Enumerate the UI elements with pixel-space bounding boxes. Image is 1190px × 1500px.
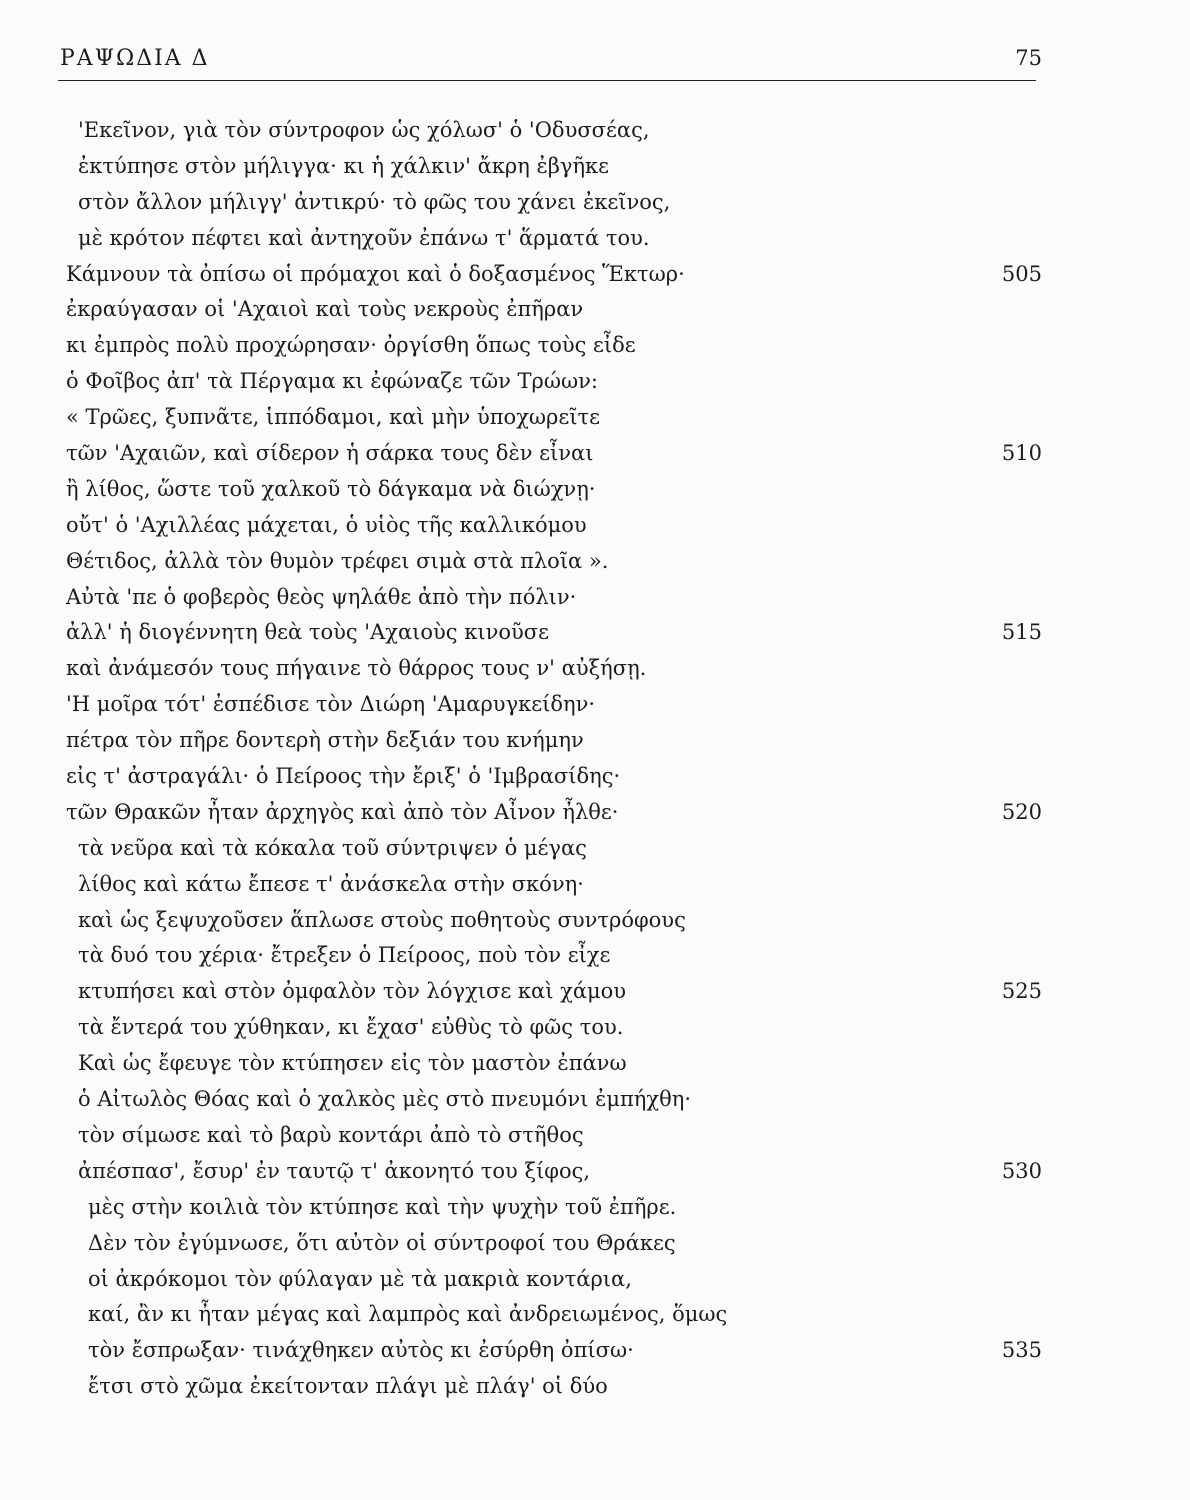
verse-line: [66, 544, 1042, 580]
verse-line: [66, 1046, 1042, 1082]
verse-text: 'Εκεῖνον, γιὰ τὸν σύντροφον ὡς χόλωσ' ὁ 'Οδυσσέας,: [78, 118, 650, 142]
running-head: ΡΑΨΩΔΙΑ Δ: [60, 46, 210, 71]
verse-line: [66, 113, 1042, 149]
verse-line: [66, 651, 1042, 687]
verse-line: [66, 1190, 1042, 1226]
verse-line: [66, 867, 1042, 903]
verse-text: τῶν 'Αχαιῶν, καὶ σίδερον ἡ σάρκα τους δὲν εἶναι: [66, 441, 594, 466]
verse-line: [66, 185, 1042, 221]
verse-text: τῶν Θρακῶν ἦταν ἀρχηγὸς καὶ ἀπὸ τὸν Αἶνον ἦλθε·: [66, 799, 619, 824]
verse-text: Καὶ ὡς ἔφευγε τὸν κτύπησεν εἰς τὸν μαστὸν ἐπάνω: [78, 1051, 627, 1076]
verse-text: « Τρῶες, ξυπνᾶτε, ἱππόδαμοι, καὶ μὴν ὑποχωρεῖτε: [66, 405, 601, 430]
line-number: 515: [1001, 620, 1042, 645]
verse-line: [66, 903, 1042, 939]
verse-text: οὔτ' ὁ 'Αχιλλέας μάχεται, ὁ υἱὸς τῆς καλλικόμου: [66, 512, 587, 537]
verse-text: λίθος καὶ κάτω ἔπεσε τ' ἀνάσκελα στὴν σκόνη·: [78, 871, 584, 896]
verse-line: [66, 1262, 1042, 1298]
verse-text: εἰς τ' ἀστραγάλι· ὁ Πείροος τὴν ἔριξ' ὁ 'Ιμβρασίδης·: [66, 764, 621, 789]
verse-line: [66, 1333, 1042, 1369]
verse-text: καὶ ὡς ξεψυχοῦσεν ἅπλωσε στοὺς ποθητοὺς συντρόφους: [78, 907, 686, 932]
verse-text: καὶ ἀνάμεσόν τους πήγαινε τὸ θάρρος τους ν' αὐξήσῃ.: [66, 656, 647, 681]
line-number: 525: [1001, 979, 1042, 1004]
verse-line: [66, 1154, 1042, 1190]
header-rule: [58, 80, 1036, 81]
verse-text: Κάμνουν τὰ ὀπίσω οἱ πρόμαχοι καὶ ὁ δοξασμένος Ἕκτωρ·: [66, 261, 685, 286]
verse-text: μὲ κρότον πέφτει καὶ ἀντηχοῦν ἐπάνω τ' ἅρματά του.: [78, 225, 650, 250]
verse-line: [66, 472, 1042, 508]
verse-line: [66, 759, 1042, 795]
verse-line: [66, 221, 1042, 257]
line-number: 505: [1001, 261, 1042, 286]
verse-text: Αὐτὰ 'πε ὁ φοβερὸς θεὸς ψηλάθε ἀπὸ τὴν πόλιν·: [66, 584, 577, 609]
verse-text: Θέτιδος, ἀλλὰ τὸν θυμὸν τρέφει σιμὰ στὰ πλοῖα ».: [66, 548, 609, 573]
verse-text: οἱ ἀκρόκομοι τὸν φύλαγαν μὲ τὰ μακριὰ κοντάρια,: [88, 1266, 632, 1291]
verse-line: [66, 1297, 1042, 1333]
verse-text: τὰ ἔντερά του χύθηκαν, κι ἔχασ' εὐθὺς τὸ φῶς του.: [78, 1015, 624, 1040]
verse-line: [66, 795, 1042, 831]
verse-line: [66, 508, 1042, 544]
verse-text: ἐκτύπησε στὸν μήλιγγα· κι ἡ χάλκιν' ἄκρη ἐβγῆκε: [78, 153, 610, 178]
verse-line: [66, 831, 1042, 867]
page-header: [60, 46, 1042, 74]
verse-text: τὸν σίμωσε καὶ τὸ βαρὺ κοντάρι ἀπὸ τὸ στῆθος: [78, 1122, 584, 1147]
verse-line: [66, 257, 1042, 293]
verse-line: [66, 723, 1042, 759]
verse-line: [66, 149, 1042, 185]
verse-text: ἔτσι στὸ χῶμα ἐκείτονταν πλάγι μὲ πλάγ' οἱ δύο: [88, 1374, 608, 1399]
verse-line: [66, 364, 1042, 400]
verse-line: [66, 1010, 1042, 1046]
verse-text: Δὲν τὸν ἐγύμνωσε, ὅτι αὐτὸν οἱ σύντροφοί του Θράκες: [88, 1230, 676, 1255]
verse-text: μὲς στὴν κοιλιὰ τὸν κτύπησε καὶ τὴν ψυχὴν τοῦ ἐπῆρε.: [88, 1194, 677, 1219]
verse-text: ἐκραύγασαν οἱ 'Αχαιοὶ καὶ τοὺς νεκροὺς ἐπῆραν: [66, 297, 584, 322]
verse-line: [66, 580, 1042, 616]
verse-line: [66, 615, 1042, 651]
verse-text: κτυπήσει καὶ στὸν ὀμφαλὸν τὸν λόγχισε καὶ χάμου: [78, 979, 627, 1004]
verse-line: [66, 1118, 1042, 1154]
verse-line: [66, 974, 1042, 1010]
verse-text: 'Η μοῖρα τότ' ἐσπέδισε τὸν Διώρη 'Αμαρυγκείδην·: [66, 692, 596, 717]
line-number: 520: [1001, 799, 1042, 824]
verse-list: [66, 113, 1042, 1405]
verse-text: ἀπέσπασ', ἔσυρ' ἐν ταυτῷ τ' ἀκονητό του ξίφος,: [78, 1158, 591, 1183]
verse-text: ἢ λίθος, ὥστε τοῦ χαλκοῦ τὸ δάγκαμα νὰ διώχνῃ·: [66, 476, 596, 501]
verse-text: ὁ Αἰτωλὸς Θόας καὶ ὁ χαλκὸς μὲς στὸ πνευμόνι ἐμπήχθη·: [78, 1087, 692, 1112]
verse-line: [66, 400, 1042, 436]
verse-text: τὸν ἔσπρωξαν· τινάχθηκεν αὐτὸς κι ἐσύρθη ὀπίσω·: [88, 1338, 634, 1363]
verse-line: [66, 1226, 1042, 1262]
line-number: 530: [1001, 1158, 1042, 1183]
verse-line: [66, 436, 1042, 472]
verse-text: ἀλλ' ἡ διογέννητη θεὰ τοὺς 'Αχαιοὺς κινοῦσε: [66, 620, 549, 645]
page-number: 75: [1015, 46, 1042, 70]
verse-line: [66, 687, 1042, 723]
verse-line: [66, 328, 1042, 364]
verse-line: [66, 292, 1042, 328]
verse-text: στὸν ἄλλον μήλιγγ' ἀντικρύ· τὸ φῶς του χάνει ἐκεῖνος,: [78, 189, 671, 214]
verse-line: [66, 1082, 1042, 1118]
line-number: 535: [1001, 1338, 1042, 1363]
verse-line: [66, 938, 1042, 974]
line-number: 510: [1001, 441, 1042, 466]
verse-text: τὰ νεῦρα καὶ τὰ κόκαλα τοῦ σύντριψεν ὁ μέγας: [78, 835, 587, 860]
verse-line: [66, 1369, 1042, 1405]
verse-text: τὰ δυό του χέρια· ἔτρεξεν ὁ Πείροος, ποὺ τὸν εἶχε: [78, 943, 611, 968]
verse-text: καί, ἂν κι ἦταν μέγας καὶ λαμπρὸς καὶ ἀνδρειωμένος, ὅμως: [88, 1302, 728, 1327]
verse-text: πέτρα τὸν πῆρε δοντερὴ στὴν δεξιάν του κνήμην: [66, 728, 584, 753]
verse-text: ὁ Φοῖβος ἀπ' τὰ Πέργαμα κι ἐφώναζε τῶν Τρώων:: [66, 369, 598, 394]
verse-text: κι ἐμπρὸς πολὺ προχώρησαν· ὀργίσθη ὅπως τοὺς εἶδε: [66, 333, 636, 358]
